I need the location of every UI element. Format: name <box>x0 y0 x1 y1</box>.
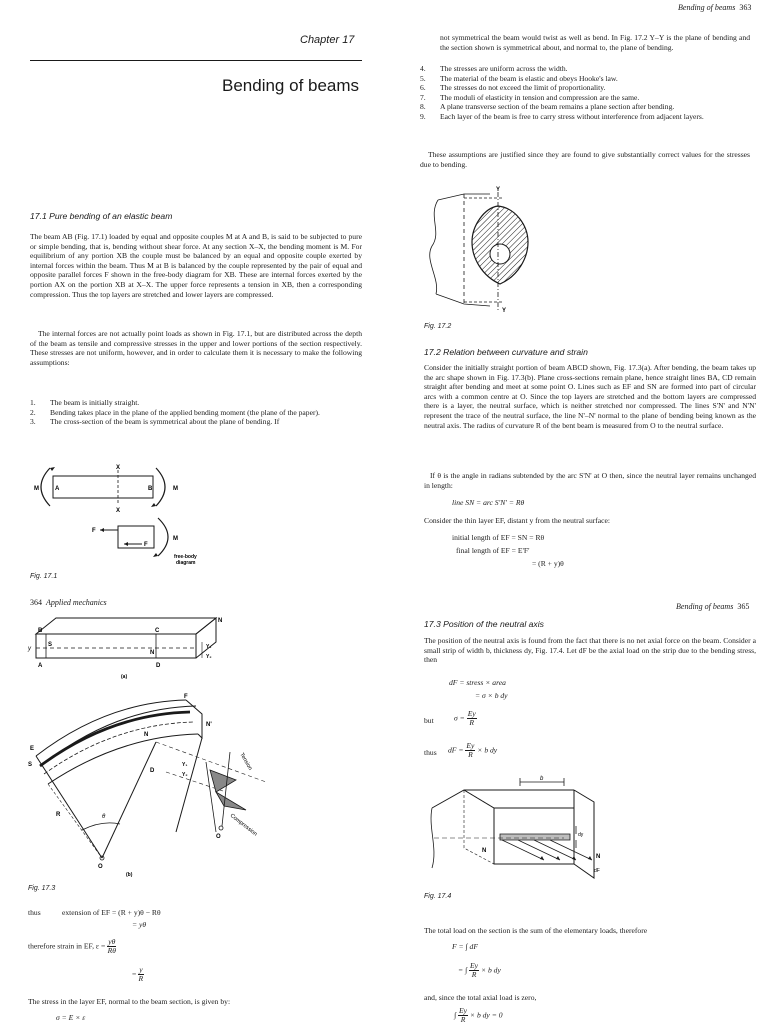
label-N-prime: N' <box>206 722 212 728</box>
label-S: S <box>48 642 53 648</box>
equation-dF: dF = stress × area <box>449 678 506 687</box>
label-E: E <box>30 746 35 752</box>
list-item: 8. A plane transverse section of the beam remains a plane section after bending. <box>420 102 675 112</box>
figure-17-1 <box>28 462 208 574</box>
chapter-rule <box>30 60 362 61</box>
sec173-paragraph-1: The position of the neutral axis is found from the fact that there is no net axial force on the beam. Consider a small strip of width b, thickness dy, Fig. 17.4. Let dF be the axial load on the strip due to the bending stress, then <box>424 636 756 665</box>
continuation-text: not symmetrical the beam would twist as well as bend. In Fig. 17.2 Y–Y is the plane of bending and the section shown is symmetrical about, and normal to, the plane of bending. <box>440 33 750 52</box>
figure-17-3a <box>26 612 222 680</box>
equation-F-2: = ∫ $\frac{Ey}{R}$ × b dy <box>458 961 501 979</box>
label-compression: Compression <box>228 812 258 838</box>
list-item: 2. Bending takes place in the plane of the applied bending moment (the plane of the paper). <box>30 407 320 417</box>
label-X-top: X <box>116 465 121 471</box>
running-head-364: 364 Applied mechanics <box>30 598 107 607</box>
section-heading-17-3: 17.3 Position of the neutral axis <box>424 619 544 629</box>
label-R: R <box>56 812 61 818</box>
zero-load-text: and, since the total axial load is zero, <box>424 993 537 1002</box>
equation-extension: extension of EF = (R + y)θ − Rθ <box>62 908 161 917</box>
fig-17-2-caption: Fig. 17.2 <box>424 323 452 330</box>
label-N: N <box>144 732 149 738</box>
label-B: B <box>148 486 153 492</box>
label-A: A <box>55 486 60 492</box>
equation-strain-2: = $\frac{y}{R}$ <box>132 965 144 983</box>
section-heading-17-1: 17.1 Pure bending of an elastic beam <box>30 211 173 221</box>
label-Y-top: Y <box>496 187 501 193</box>
label-N-right: N <box>596 854 601 860</box>
equation-F: F = ∫ dF <box>452 942 478 951</box>
label-C: C <box>155 628 160 634</box>
assumptions-list-2 <box>420 64 750 122</box>
fig-17-1-caption: Fig. 17.1 <box>30 573 58 580</box>
label-F: F <box>184 694 188 700</box>
but-label: but <box>424 716 434 725</box>
equation-initial-length: initial length of EF = SN = Rθ <box>452 533 545 542</box>
sec172-paragraph-1: Consider the initially straight portion of beam ABCD shown, Fig. 17.3(a). After bending, the beam takes up the arc shape shown in Fig. 17.3(b). Plane cross-sections remain plane, hence straight lines BA, CD remain straight after bending and meet at some point O. Lines such as EF and SN are formed into part of circular arcs with a common centre at O. Since the top layers are stretched and the bottom layers are compressed there is a layer, the neutral surface, which is neither stretched nor compressed. The lines S'N' and N'N' represent the trace of the neutral surface, the line N'–N' normal to the plane of bending being known as the neutral axis. The radius of curvature R of the bent beam is measured from O to the neutral surface. <box>424 363 756 430</box>
running-head-365: Bending of beams 365 <box>676 602 750 611</box>
label-O-right: O <box>216 834 221 840</box>
equation-arc-length: line SN = arc S'N' = Rθ <box>452 498 525 507</box>
total-load-text: The total load on the section is the sum of the elementary loads, therefore <box>424 926 648 935</box>
justified-text: These assumptions are justified since they are found to give substantially correct values for the stresses due to bending. <box>420 150 750 169</box>
equation-final-length-2: = (R + y)θ <box>532 559 564 568</box>
label-diagram: diagram <box>176 560 196 566</box>
label-N: N <box>150 650 155 656</box>
chapter-title: Bending of beams <box>222 76 360 95</box>
label-M-left: M <box>34 486 39 492</box>
figure-17-2 <box>424 186 544 314</box>
list-item: 4. The stresses are uniform across the width. <box>420 64 568 73</box>
section-heading-17-2: 17.2 Relation between curvature and strain <box>424 347 588 357</box>
list-item: 6. The stresses do not exceed the limit of proportionality. <box>420 83 606 93</box>
equation-dF-2: = σ × b dy <box>475 691 508 700</box>
label-y: y <box>28 646 31 652</box>
list-item: 1. The beam is initially straight. <box>30 398 140 407</box>
list-item: 9. Each layer of the beam is free to carry stress without interference from adjacent layers. <box>420 111 704 121</box>
label-X-bottom: X <box>116 508 121 514</box>
label-O: O <box>98 864 103 870</box>
stress-text: The stress in the layer EF, normal to the beam section, is given by: <box>28 997 231 1006</box>
figure-17-3b <box>26 692 296 878</box>
list-item: 7. The moduli of elasticity in tension and compression are the same. <box>420 92 640 102</box>
label-y1: Y₁ <box>206 644 212 650</box>
eq-thus-label: thus <box>28 908 41 917</box>
label-M-right: M <box>173 486 178 492</box>
figure-17-4 <box>424 768 614 884</box>
label-F-top: F <box>92 528 96 534</box>
fig-17-4-caption: Fig. 17.4 <box>424 893 452 900</box>
list-item: 5. The material of the beam is elastic and obeys Hooke's law. <box>420 73 618 83</box>
sub-a-label: (a) <box>121 674 128 680</box>
label-N-left: N <box>482 848 487 854</box>
sec172-paragraph-3: Consider the thin layer EF, distant y from the neutral surface: <box>424 516 611 525</box>
sec171-paragraph-1: The beam AB (Fig. 17.1) loaded by equal and opposite couples M at A and B, is said to be subjected to pure or simple bending, that is, bending without shear force. At any section X–X, the bending moment is M. For equilibrium of any portion XB the couple must be balanced by an equal and opposite couple exerted by internal forces within the beam. Thus M at B is balanced by the couple represented by the pair of equal and opposite parallel forces F shown in the free-body diagram for XB. These are internal forces exerted by the portion AX on the portion XB at X–X. The upper force represents a tension in XB, then a corresponding compression. Thus the top layers are stretched and lower layers are compressed. <box>30 232 362 299</box>
label-theta: θ <box>102 814 106 820</box>
sub-b-label: (b) <box>126 872 133 878</box>
equation-final-length: final length of EF = E'F' <box>456 546 530 555</box>
label-D: D <box>156 663 161 669</box>
equation-dF-3: dF = $\frac{Ey}{R}$ × b dy <box>448 741 498 759</box>
running-head: Bending of beams 363 <box>678 3 752 12</box>
equation-strain: therefore strain in EF, ε = $\frac{y\theta}{R\theta}$ <box>28 937 116 955</box>
label-tension: Tension <box>238 752 253 772</box>
label-dF: dF <box>594 868 600 874</box>
equation-sigma: σ = $\frac{Ey}{R}$ <box>454 709 476 727</box>
thus-label: thus <box>424 748 437 757</box>
label-B: B <box>38 628 43 634</box>
fig-17-3-caption: Fig. 17.3 <box>28 885 56 892</box>
equation-zero: ∫ $\frac{Ey}{R}$ × b dy = 0 <box>454 1006 503 1024</box>
equation-extension-2: = yθ <box>132 920 147 929</box>
label-y1: Y₁ <box>182 762 188 768</box>
list-item: 3. The cross-section of the beam is symmetrical about the plane of bending. If <box>30 417 280 427</box>
label-y2: Y₂ <box>182 772 188 778</box>
label-free-body: free-body <box>174 554 197 560</box>
sec172-paragraph-2: If θ is the angle in radians subtended by the arc S'N' at O then, since the neutral layer remains unchanged in length: <box>424 471 756 490</box>
chapter-label: Chapter 17 <box>300 34 355 46</box>
label-D: D <box>150 768 155 774</box>
equation-stress: σ = E × ε <box>56 1013 86 1022</box>
label-A: A <box>38 663 43 669</box>
label-Y-bottom: Y <box>502 308 507 314</box>
sec171-paragraph-2: The internal forces are not actually point loads as shown in Fig. 17.1, but are distributed across the depth of the beam as tensile and compressive stresses in the upper and lower portions of the section respectively. These stresses are not uniform, however, and in order to calculate them it is necessary to make the following assumptions: <box>30 329 362 367</box>
label-b: b <box>540 776 544 782</box>
label-F-bottom: F <box>144 542 148 548</box>
label-M-fbd: M <box>173 536 178 542</box>
label-y2: Y₂ <box>206 654 212 660</box>
label-S: S <box>28 762 33 768</box>
label-N-top: N <box>218 618 222 624</box>
assumptions-list-1 <box>30 398 362 427</box>
label-dy: dy <box>578 832 584 838</box>
